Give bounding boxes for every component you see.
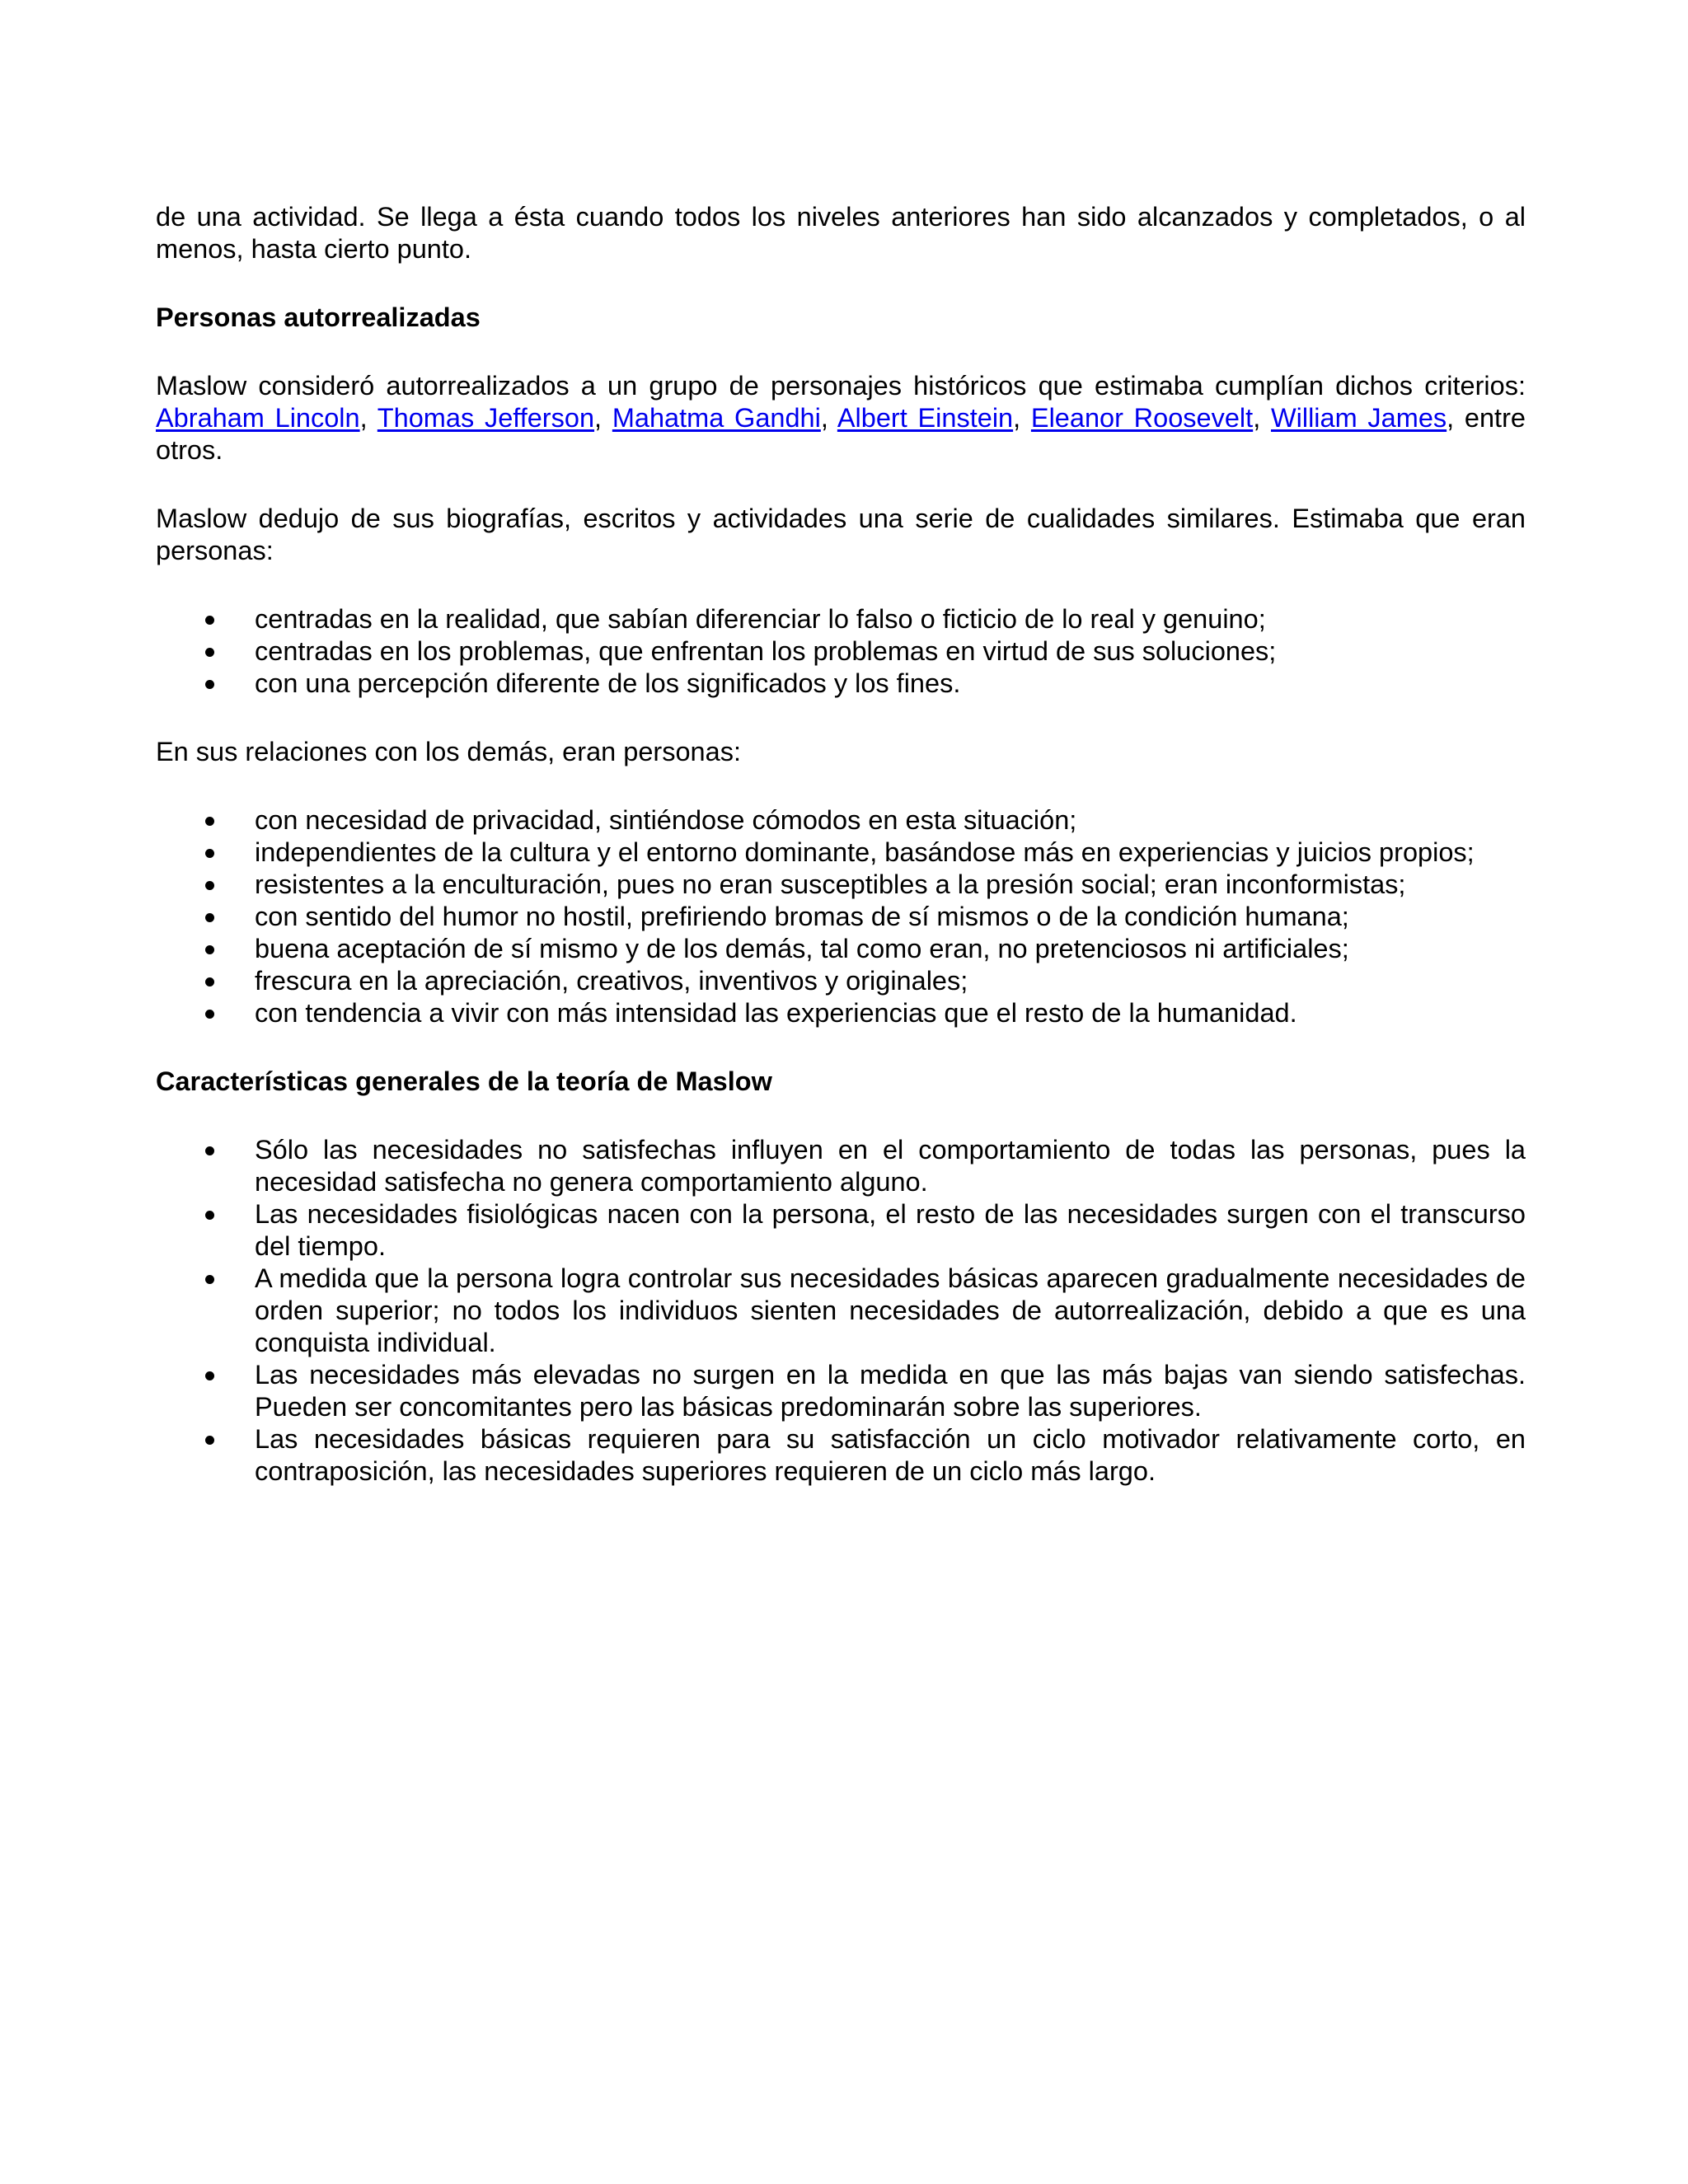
list-item: resistentes a la enculturación, pues no eran susceptibles a la presión social; eran inconformistas;: [156, 869, 1526, 901]
list-item: independientes de la cultura y el entorno dominante, basándose más en experiencias y juicios propios;: [156, 837, 1526, 869]
link-mahatma-gandhi[interactable]: Mahatma Gandhi: [612, 403, 821, 433]
intro-paragraph: de una actividad. Se llega a ésta cuando todos los niveles anteriores han sido alcanzados y completados, o al menos, hasta cierto punto.: [156, 202, 1526, 264]
relations-paragraph: En sus relaciones con los demás, eran personas:: [156, 737, 741, 766]
list-item: Sólo las necesidades no satisfechas influyen en el comportamiento de todas las personas, pues la necesidad satisfecha no genera comportamiento alguno.: [156, 1134, 1526, 1198]
qualities-paragraph: Maslow dedujo de sus biografías, escritos y actividades una serie de cualidades similares. Estimaba que eran personas:: [156, 504, 1526, 565]
list-item: con tendencia a vivir con más intensidad las experiencias que el resto de la humanidad.: [156, 997, 1526, 1029]
characteristics-list: [156, 1134, 1526, 1488]
paragraph-tail: , entre otros.: [156, 403, 1526, 465]
link-william-james[interactable]: William James: [1270, 403, 1447, 433]
list-item: buena aceptación de sí mismo y de los demás, tal como eran, no pretenciosos ni artificiales;: [156, 933, 1526, 965]
list-item: centradas en la realidad, que sabían diferenciar lo falso o ficticio de lo real y genuino;: [156, 603, 1526, 635]
historical-figures-paragraph: Maslow consideró autorrealizados a un grupo de personajes históricos que estimaba cumplían dichos criterios: Abraham Lincoln, Thomas Jefferson, Mahatma Gandhi, Albert Einstein, Eleanor Roosevelt, William James, entre otros.: [156, 371, 1526, 465]
relations-list: [156, 804, 1526, 1029]
section-heading-autorrealizadas: Personas autorrealizadas: [156, 302, 481, 332]
list-item: con necesidad de privacidad, sintiéndose cómodos en esta situación;: [156, 804, 1526, 837]
qualities-list: [156, 603, 1526, 700]
list-item: A medida que la persona logra controlar sus necesidades básicas aparecen gradualmente necesidades de orden superior; no todos los individuos sienten necesidades de autorrealización, debido a que es una conquista individual.: [156, 1263, 1526, 1359]
document-page: [156, 201, 1526, 1488]
link-eleanor-roosevelt[interactable]: Eleanor Roosevelt: [1030, 403, 1254, 433]
list-item: con sentido del humor no hostil, prefiriendo bromas de sí mismos o de la condición humana;: [156, 901, 1526, 933]
list-item: centradas en los problemas, que enfrentan los problemas en virtud de sus soluciones;: [156, 635, 1526, 668]
list-item: Las necesidades fisiológicas nacen con la persona, el resto de las necesidades surgen con el transcurso del tiempo.: [156, 1198, 1526, 1263]
list-item: Las necesidades más elevadas no surgen en la medida en que las más bajas van siendo satisfechas. Pueden ser concomitantes pero las básicas predominarán sobre las superiores.: [156, 1359, 1526, 1423]
paragraph-text: Maslow consideró autorrealizados a un grupo de personajes históricos que estimaba cumplían dichos criterios:: [156, 371, 1526, 401]
link-abraham-lincoln[interactable]: Abraham Lincoln: [156, 403, 360, 433]
list-item: con una percepción diferente de los significados y los fines.: [156, 668, 1526, 700]
link-albert-einstein[interactable]: Albert Einstein: [837, 403, 1014, 433]
list-item: Las necesidades básicas requieren para su satisfacción un ciclo motivador relativamente corto, en contraposición, las necesidades superiores requieren de un ciclo más largo.: [156, 1423, 1526, 1488]
list-item: frescura en la apreciación, creativos, inventivos y originales;: [156, 965, 1526, 997]
link-thomas-jefferson[interactable]: Thomas Jefferson: [377, 403, 595, 433]
section-heading-caracteristicas: Características generales de la teoría de Maslow: [156, 1066, 772, 1096]
